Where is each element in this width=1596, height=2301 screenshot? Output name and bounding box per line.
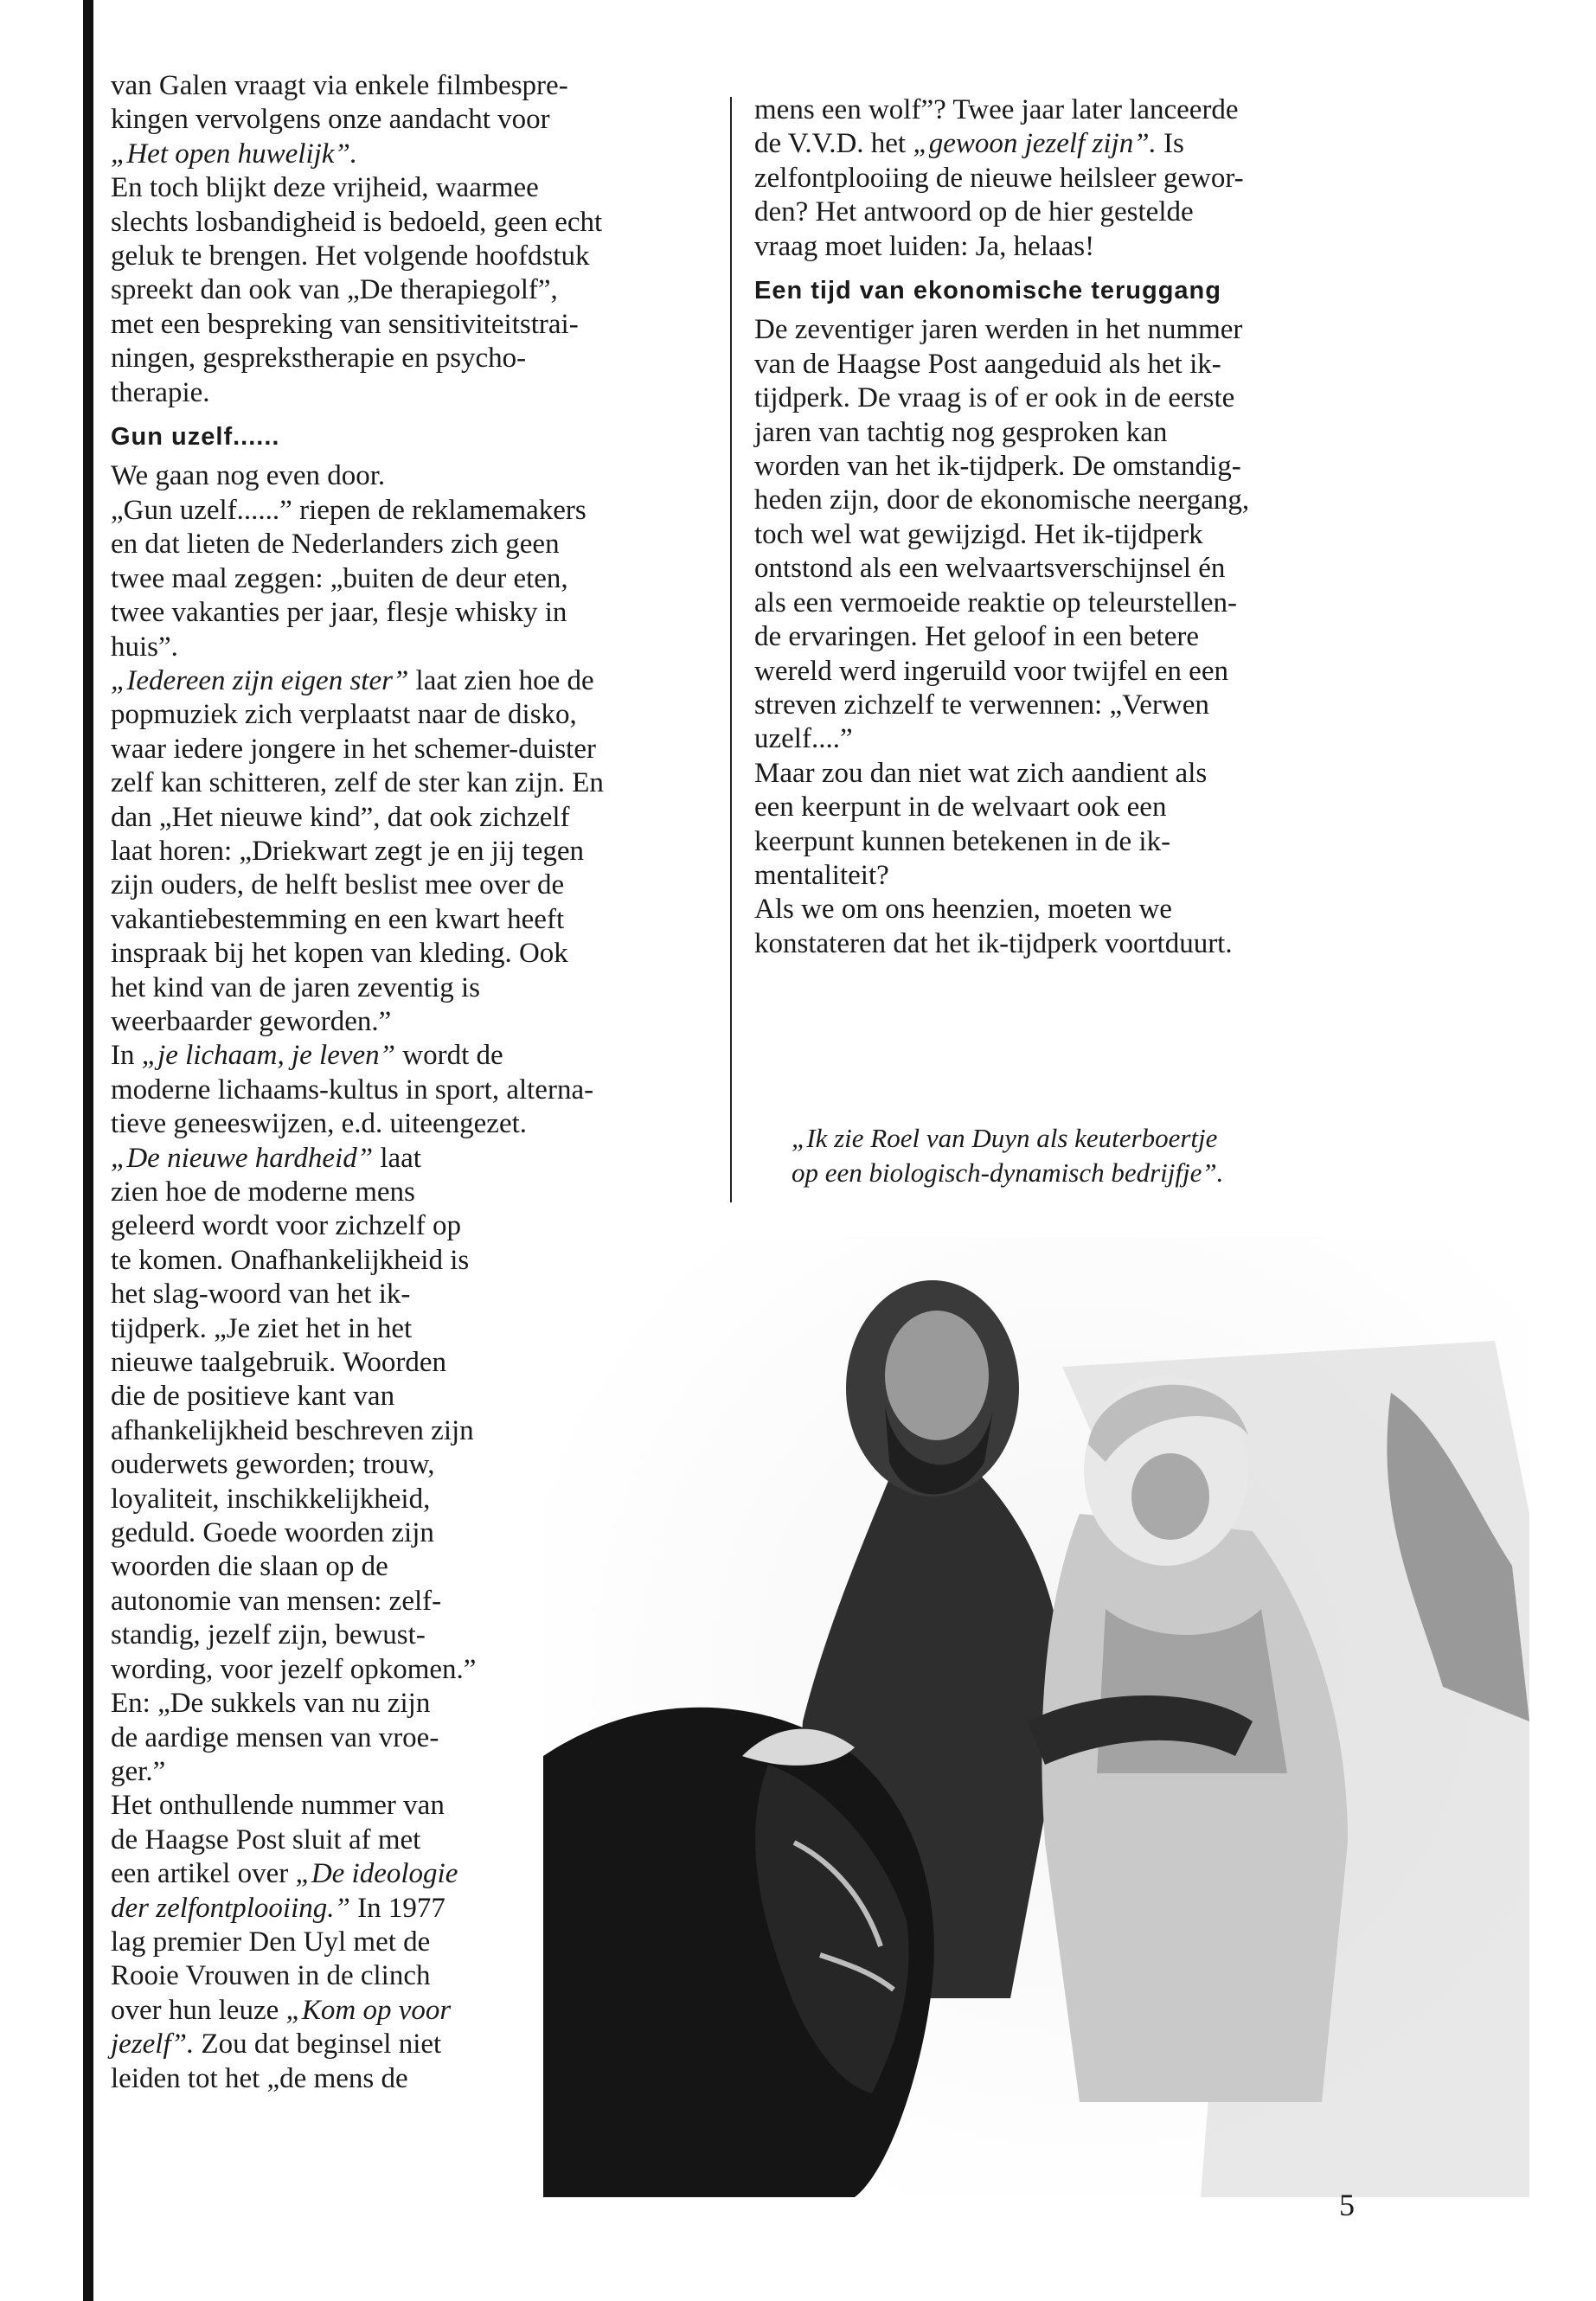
- paragraph: [754, 893, 1377, 961]
- text-line: weerbaarder geworden.”: [111, 1005, 392, 1037]
- text-line: autonomie van mensen: zelf-: [111, 1585, 442, 1617]
- text-line: de aardige mensen van vroe-: [111, 1721, 439, 1753]
- text-line: mens een wolf”? Twee jaar later lanceerde: [754, 94, 1239, 125]
- section-subheading: Een tijd van ekonomische teruggang: [754, 277, 1221, 305]
- text-line: tijdperk. De vraag is of er ook in de eerste: [754, 382, 1235, 414]
- text-line: inspraak bij het kopen van kleding. Ook: [111, 938, 568, 970]
- text-line: twee maal zeggen: „buiten de deur eten,: [111, 562, 568, 594]
- text-line: „Gun uzelf......” riepen de reklamemakers: [111, 494, 586, 526]
- text-line: het kind van de jaren zeventig is: [111, 971, 481, 1003]
- text-line: met een bespreking van sensitiviteitstrai-: [111, 308, 579, 340]
- text-line: vakantiebestemming en een kwart heeft: [111, 903, 565, 935]
- italic-title: „je lichaam, je leven”: [141, 1040, 396, 1072]
- paragraph: [111, 459, 716, 663]
- section-subheading: Gun uzelf......: [111, 423, 280, 452]
- text-line: ontstond als een welvaartsverschijnsel én: [754, 553, 1226, 585]
- text-line: Maar zou dan niet wat zich aandient als: [754, 757, 1208, 789]
- text-fragment: laat: [373, 1142, 421, 1174]
- paragraph: [111, 171, 716, 410]
- photo-illustration: [543, 1237, 1529, 2197]
- text-line: Als we om ons heenzien, moeten we: [754, 894, 1172, 926]
- text-line: afhankelijkheid beschreven zijn: [111, 1414, 474, 1446]
- page-edge-bar: [83, 0, 93, 2301]
- italic-title: „Kom op voor: [285, 1994, 452, 2026]
- text-line: tijdperk. „Je ziet het in het: [111, 1312, 413, 1344]
- text-line: de ervaringen. Het geloof in een betere: [754, 621, 1199, 653]
- text-line: de Haagse Post sluit af met: [111, 1823, 421, 1856]
- text-line: Het onthullende nummer van: [111, 1790, 445, 1822]
- text-line: loyaliteit, inschikkelijkheid,: [111, 1483, 431, 1515]
- text-line: zijn ouders, de helft beslist mee over de: [111, 869, 565, 901]
- text-line: ger.”: [111, 1755, 166, 1787]
- text-line: De zeventiger jaren werden in het nummer: [754, 314, 1243, 346]
- text-fragment: wordt de: [395, 1040, 503, 1072]
- photo-caption: [792, 1121, 1414, 1190]
- text-line: nieuwe taalgebruik. Woorden: [111, 1347, 447, 1379]
- text-line: als een vermoeide reaktie op teleurstellen-: [754, 586, 1237, 619]
- text-line: geleerd wordt voor zichzelf op: [111, 1210, 461, 1242]
- text-line: keerpunt kunnen betekenen in de ik-: [754, 825, 1171, 857]
- paragraph: [754, 313, 1377, 756]
- text-line: tieve geneeswijzen, e.d. uiteengezet.: [111, 1108, 528, 1140]
- text-line: twee vakanties per jaar, flesje whisky in: [111, 597, 567, 629]
- woman-face: [1131, 1453, 1209, 1540]
- text-fragment: In 1977: [349, 1892, 445, 1924]
- text-line: van de Haagse Post aangeduid als het ik-: [754, 348, 1221, 380]
- paragraph: [754, 93, 1377, 264]
- text-fragment: In: [111, 1040, 142, 1072]
- column-rule: [730, 97, 732, 1202]
- text-fragment: een artikel over: [111, 1858, 296, 1890]
- text-line: konstateren dat het ik-tijdperk voortduurt.: [754, 927, 1233, 959]
- text-fragment: Zou dat beginsel niet: [194, 2029, 442, 2061]
- page-number: 5: [1339, 2188, 1355, 2222]
- italic-title: „De nieuwe hardheid”: [111, 1142, 374, 1174]
- text-line: therapie.: [111, 376, 210, 408]
- text-line: van Galen vraagt via enkele filmbespre-: [111, 70, 568, 101]
- text-line: moderne lichaams-kultus in sport, alterna-: [111, 1074, 594, 1106]
- text-line: En: „De sukkels van nu zijn: [111, 1688, 431, 1720]
- right-column: [754, 93, 1377, 961]
- man-face: [885, 1311, 989, 1440]
- text-line: zien hoe de moderne mens: [111, 1176, 415, 1208]
- text-fragment: Is: [1156, 128, 1184, 160]
- paragraph: [111, 1789, 543, 2096]
- text-line: uzelf....”: [754, 723, 853, 755]
- italic-title: „De ideologie: [295, 1858, 458, 1890]
- text-line: popmuziek zich verplaatst naar de disko,: [111, 699, 577, 731]
- text-line: slechts losbandigheid is bedoeld, geen echt: [111, 206, 603, 238]
- text-fragment: laat zien hoe de: [408, 664, 594, 696]
- paragraph: [111, 1142, 543, 1790]
- text-line: En toch blijkt deze vrijheid, waarmee: [111, 172, 539, 204]
- text-line: waar iedere jongere in het schemer-duister: [111, 733, 596, 765]
- text-line: woorden die slaan op de: [111, 1551, 388, 1583]
- text-line: het slag-woord van het ik-: [111, 1279, 411, 1311]
- text-line: Rooie Vrouwen in de clinch: [111, 1960, 431, 1992]
- text-line: leiden tot het „de mens de: [111, 2062, 408, 2094]
- italic-title: „Iedereen zijn eigen ster”: [111, 664, 409, 696]
- text-line: huis”.: [111, 631, 178, 663]
- text-line: ouderwets geworden; trouw,: [111, 1449, 435, 1481]
- text-line: wereld werd ingeruild voor twijfel en een: [754, 655, 1228, 687]
- text-line: zelfontplooiing de nieuwe heilsleer gewor-: [754, 162, 1244, 194]
- text-line: een keerpunt in de welvaart ook een: [754, 792, 1167, 824]
- text-line: geluk te brengen. Het volgende hoofdstuk: [111, 240, 590, 272]
- text-line: streven zichzelf te verwennen: „Verwen: [754, 689, 1209, 721]
- caption-line: op een biologisch-dynamisch bedrijfje”.: [792, 1157, 1224, 1188]
- paragraph: [111, 1039, 716, 1141]
- italic-title: jezelf”.: [111, 2029, 195, 2061]
- text-line: spreekt dan ook van „De therapiegolf”,: [111, 274, 558, 306]
- text-line: ningen, gesprekstherapie en psycho-: [111, 343, 527, 375]
- text-line: en dat lieten de Nederlanders zich geen: [111, 529, 560, 561]
- text-fragment: over hun leuze: [111, 1994, 286, 2026]
- text-line: mentaliteit?: [754, 859, 889, 891]
- italic-title: der zelfontplooiing.”: [111, 1892, 350, 1924]
- text-line: te komen. Onafhankelijkheid is: [111, 1244, 470, 1276]
- text-line: worden van het ik-tijdperk. De omstandig-: [754, 451, 1241, 483]
- photo: [543, 1237, 1529, 2197]
- text-line: heden zijn, door de ekonomische neergang,: [754, 484, 1250, 516]
- italic-title: „Het open huwelijk”.: [111, 138, 358, 170]
- text-line: We gaan nog even door.: [111, 460, 386, 492]
- paragraph: [111, 664, 716, 1039]
- italic-title: „gewoon jezelf zijn”.: [913, 128, 1157, 160]
- text-line: laat horen: „Driekwart zegt je en jij tegen: [111, 835, 584, 867]
- text-line: lag premier Den Uyl met de: [111, 1926, 431, 1958]
- paragraph: [111, 69, 716, 171]
- caption-line: „Ik zie Roel van Duyn als keuterboertje: [792, 1123, 1218, 1153]
- text-line: standig, jezelf zijn, bewust-: [111, 1619, 426, 1651]
- paragraph: [754, 757, 1377, 894]
- text-fragment: de V.V.D. het: [754, 128, 913, 160]
- text-line: den? Het antwoord op de hier gestelde: [754, 196, 1194, 228]
- text-line: geduld. Goede woorden zijn: [111, 1517, 434, 1549]
- text-line: die de positieve kant van: [111, 1381, 395, 1413]
- text-line: jaren van tachtig nog gesproken kan: [754, 416, 1168, 448]
- text-line: zelf kan schitteren, zelf de ster kan zijn. En: [111, 767, 604, 799]
- text-line: kingen vervolgens onze aandacht voor: [111, 104, 550, 136]
- text-line: wording, voor jezelf opkomen.”: [111, 1653, 477, 1685]
- text-line: vraag moet luiden: Ja, helaas!: [754, 230, 1095, 262]
- text-line: dan „Het nieuwe kind”, dat ook zichzelf: [111, 801, 570, 833]
- text-line: toch wel wat gewijzigd. Het ik-tijdperk: [754, 518, 1203, 550]
